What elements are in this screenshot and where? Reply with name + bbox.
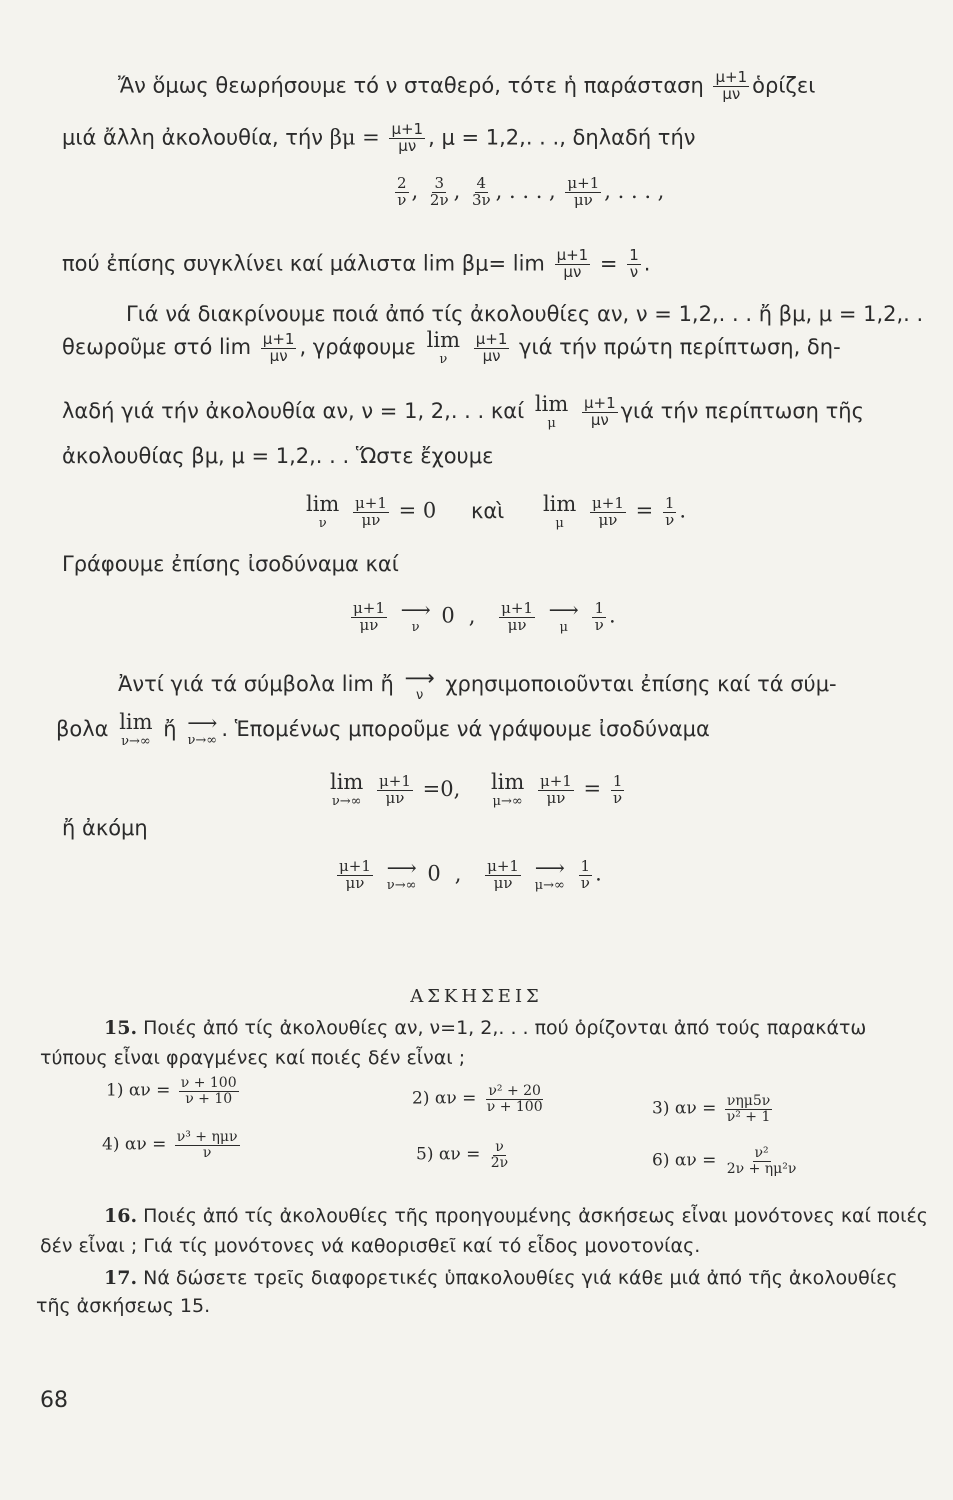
numerator: 3	[434, 174, 445, 192]
exercises-title: ΑΣΚΗΣΕΙΣ	[410, 986, 543, 1007]
numerator: μ+1	[379, 771, 411, 790]
denominator: 2ν	[429, 190, 449, 209]
arrow-icon: ⟶ μ→∞	[534, 856, 565, 893]
dot: .	[679, 498, 687, 523]
zero: 0	[427, 861, 441, 886]
sequence-display	[392, 176, 664, 209]
equation-2	[348, 600, 616, 634]
numerator: ν² + 20	[488, 1083, 541, 1099]
text: Ἀντί γιά τά σύμβολα lim ἤ	[118, 672, 394, 696]
denominator: μν	[590, 410, 609, 429]
fraction	[565, 176, 601, 209]
dot: .	[609, 603, 616, 628]
fraction	[337, 856, 373, 892]
numerator: μ+1	[355, 493, 387, 512]
denominator: 2ν + ημ²ν	[726, 1160, 797, 1177]
text: βολα	[56, 717, 109, 741]
limit-operator	[427, 330, 460, 366]
text: πού ἐπίσης συγκλίνει καί μάλιστα lim βμ= lim	[62, 251, 545, 276]
exercise-17-line1	[104, 1268, 898, 1290]
denominator: μν	[493, 873, 513, 892]
exercise-number: 15.	[104, 1017, 138, 1039]
numerator: νημ5ν	[726, 1093, 771, 1109]
para5-line1	[118, 668, 837, 702]
fraction	[175, 1130, 240, 1160]
fraction	[179, 1076, 239, 1106]
text: Ποιές ἀπό τίς ἀκολουθίες τῆς προηγουμένης ἀσκήσεως εἶναι μονότονες καί ποιές	[143, 1205, 928, 1227]
numerator: μ+1	[487, 856, 519, 875]
limit-operator	[306, 494, 339, 530]
item-label: 1) αν =	[106, 1080, 171, 1101]
item-label: 5) αν =	[416, 1144, 481, 1165]
equals: =	[599, 251, 618, 276]
arrow-subscript: ν→∞	[187, 733, 218, 748]
text: γιά τήν περίπτωση τῆς	[620, 399, 864, 423]
limit-operator	[119, 712, 152, 748]
math-text: βμ =	[329, 125, 380, 150]
text: γιά τήν πρώτη περίπτωση, δη-	[519, 335, 841, 359]
limit-operator	[330, 772, 363, 808]
exercise-16-line2: δέν εἶναι ; Γιά τίς μονότονες νά καθορισθεῖ καί τό εἶδος μονοτονίας.	[40, 1235, 701, 1257]
dots: , . . . ,	[495, 178, 556, 203]
fraction	[474, 329, 510, 365]
denominator: ν² + 1	[726, 1108, 771, 1125]
text: λαδή γιά τήν ἀκολουθία αν, ν = 1, 2,. . . καί	[62, 399, 525, 423]
equation-4	[334, 858, 602, 892]
lim-word: lim	[542, 492, 577, 516]
para4-line: Γράφουμε ἐπίσης ἰσοδύναμα καί	[62, 552, 399, 576]
denominator: μν	[398, 136, 417, 155]
lim-word: lim	[119, 710, 153, 734]
numerator: 1	[629, 246, 639, 264]
dot: .	[595, 861, 602, 886]
exercise-item-4	[102, 1130, 243, 1160]
fraction	[582, 393, 618, 429]
exercise-item-2	[412, 1084, 548, 1114]
denominator: ν	[613, 788, 623, 807]
sep: ,	[411, 178, 419, 203]
text: μιά ἄλλη ἀκολουθία, τήν	[62, 125, 323, 150]
fraction	[627, 248, 641, 281]
denominator: ν + 100	[486, 1098, 543, 1115]
fraction	[590, 493, 626, 529]
lim-subscript: μ	[547, 416, 556, 431]
exercise-17-line2: τῆς ἀσκήσεως 15.	[36, 1295, 211, 1317]
numerator: μ+1	[391, 120, 424, 138]
fraction	[499, 598, 535, 634]
text: , γράφουμε	[299, 335, 416, 359]
fraction	[538, 771, 574, 807]
para2-line	[62, 248, 650, 281]
fraction	[353, 493, 389, 529]
exercise-number: 17.	[104, 1267, 138, 1289]
text: ἤ	[163, 717, 177, 741]
equals: =	[635, 498, 654, 523]
denominator: μν	[598, 510, 618, 529]
exercise-item-1	[106, 1076, 242, 1106]
dot: .	[643, 251, 651, 276]
item-label: 3) αν =	[652, 1098, 717, 1119]
numerator: ν + 100	[180, 1075, 237, 1091]
numerator: 4	[476, 174, 487, 192]
exercise-16-line1	[104, 1206, 928, 1228]
numerator: 1	[594, 598, 605, 617]
numerator: μ+1	[539, 771, 572, 790]
exercise-15-line2: τύπους εἶναι φραγμένες καί ποιές δέν εἶναι ;	[40, 1047, 466, 1069]
text: ὁρίζει	[752, 73, 816, 98]
numerator: μ+1	[567, 174, 600, 192]
fraction	[592, 598, 606, 634]
denominator: ν	[202, 1144, 212, 1161]
denominator: μν	[345, 873, 365, 892]
numerator: 1	[612, 771, 623, 790]
lim-subscript: μ→∞	[492, 794, 523, 809]
numerator: μ+1	[592, 493, 624, 512]
comma: ,	[454, 861, 462, 886]
denominator: 3ν	[471, 190, 491, 209]
numerator: μ+1	[262, 329, 295, 348]
page-number: 68	[40, 1388, 68, 1413]
item-label: 2) αν =	[412, 1088, 477, 1109]
fraction	[663, 493, 677, 529]
numerator: 1	[580, 856, 591, 875]
fraction	[470, 176, 493, 209]
text: , μ = 1,2,. . ., δηλαδή τήν	[428, 125, 696, 150]
fraction	[395, 176, 409, 209]
text: χρησιμοποιοῦνται ἐπίσης καί τά σύμ-	[445, 672, 837, 696]
arrow-subscript: ν	[411, 620, 420, 635]
dots: , . . . ,	[604, 178, 665, 203]
numerator: μ+1	[339, 856, 371, 875]
exercise-item-5	[416, 1140, 513, 1170]
denominator: ν	[629, 262, 639, 281]
denominator: μν	[361, 510, 381, 529]
lim-word: lim	[306, 492, 340, 516]
fraction	[579, 856, 593, 892]
text: Νά δώσετε τρεῖς διαφορετικές ὑπακολουθίες γιά κάθε μιά ἀπό τῆς ἀκολουθίες	[143, 1267, 898, 1289]
comma: ,	[468, 603, 476, 628]
arrow-icon: ⟶ ν	[404, 666, 435, 703]
denominator: μν	[573, 190, 593, 209]
para1-line1	[118, 70, 815, 103]
denominator: ν + 10	[185, 1090, 233, 1107]
text: . Ἑπομένως μποροῦμε νά γράψουμε ἰσοδύναμα	[221, 717, 710, 741]
limit-operator	[491, 772, 524, 808]
limit-operator	[543, 494, 576, 530]
para3-line1: Γιά νά διακρίνουμε ποιά ἀπό τίς ἀκολουθίες αν, ν = 1,2,. . . ἤ βμ, μ = 1,2,. .	[126, 302, 924, 326]
fraction	[555, 248, 591, 281]
item-label: 4) αν =	[102, 1134, 167, 1155]
lim-word: lim	[426, 328, 461, 352]
and-word: καὶ	[470, 498, 505, 523]
denominator: μν	[546, 788, 566, 807]
denominator: μν	[507, 615, 527, 634]
numerator: 2	[397, 174, 407, 192]
para3-line4: ἀκολουθίας βμ, μ = 1,2,. . . Ὥστε ἔχουμε	[62, 444, 494, 468]
numerator: ν³ + ημν	[176, 1129, 238, 1145]
lim-subscript: ν	[439, 352, 448, 367]
lim-subscript: μ	[555, 516, 564, 531]
numerator: ν²	[754, 1145, 769, 1161]
fraction	[725, 1094, 773, 1124]
numerator: μ+1	[583, 393, 616, 412]
text: Ποιές ἀπό τίς ἀκολουθίες αν, ν=1, 2,. . . πού ὁρίζονται ἀπό τούς παρακάτω	[143, 1017, 867, 1039]
fraction	[261, 329, 297, 365]
exercise-15-line1	[104, 1018, 866, 1040]
equation-1	[302, 494, 686, 530]
fraction	[713, 70, 749, 103]
sep: ,	[453, 178, 461, 203]
arrow-subscript: μ→∞	[534, 878, 565, 893]
lim-word: lim	[490, 770, 525, 794]
denominator: μν	[269, 346, 288, 365]
denominator: ν	[580, 873, 590, 892]
equation-3	[326, 772, 627, 808]
para6-line: ἤ ἀκόμη	[62, 816, 148, 840]
para5-line2	[56, 712, 710, 748]
numerator: μ+1	[501, 598, 533, 617]
lim-subscript: ν→∞	[121, 734, 151, 749]
item-label: 6) αν =	[652, 1150, 717, 1171]
denominator: μν	[563, 262, 582, 281]
lim-word: lim	[534, 392, 569, 416]
fraction	[485, 1084, 545, 1114]
fraction	[489, 1140, 510, 1170]
text: θεωροῦμε στό lim	[62, 335, 252, 359]
arrow-icon: ⟶ ν→∞	[386, 856, 417, 893]
numerator: 1	[664, 493, 675, 512]
denominator: ν	[397, 190, 407, 209]
fraction	[485, 856, 521, 892]
arrow-icon: ⟶ ν→∞	[187, 711, 218, 748]
arrow-icon: ⟶ ν	[400, 598, 431, 635]
text: Ἄν ὅμως θεωρήσουμε τό ν σταθερό, τότε ἡ παράσταση	[118, 73, 704, 98]
denominator: μν	[359, 615, 379, 634]
para3-line2	[62, 330, 841, 366]
fraction	[377, 771, 413, 807]
denominator: μν	[722, 84, 741, 103]
exercise-item-6	[652, 1146, 801, 1176]
lim-subscript: ν→∞	[331, 794, 362, 809]
lim-word: lim	[330, 770, 364, 794]
equals: =	[583, 776, 602, 801]
fraction	[428, 176, 451, 209]
arrow-icon: ⟶ μ	[548, 598, 579, 635]
equals-zero: = 0	[398, 498, 437, 523]
numerator: μ+1	[475, 329, 508, 348]
arrow-subscript: ν→∞	[386, 878, 417, 893]
numerator: μ+1	[556, 246, 589, 264]
fraction	[725, 1146, 799, 1176]
exercise-number: 16.	[104, 1205, 138, 1227]
fraction	[611, 771, 625, 807]
denominator: μν	[385, 788, 405, 807]
numerator: μ+1	[353, 598, 385, 617]
denominator: μν	[482, 346, 501, 365]
numerator: ν	[495, 1139, 504, 1155]
para3-line3	[62, 394, 864, 430]
limit-operator	[535, 394, 568, 430]
numerator: μ+1	[715, 68, 748, 86]
equals-zero: =0,	[422, 776, 461, 801]
zero: 0	[441, 603, 455, 628]
denominator: ν	[665, 510, 675, 529]
exercise-item-3	[652, 1094, 775, 1124]
fraction	[351, 598, 387, 634]
para1-line2	[62, 122, 696, 155]
arrow-subscript: μ	[559, 620, 568, 635]
arrow-subscript: ν	[415, 688, 424, 703]
fraction	[389, 122, 425, 155]
lim-subscript: ν	[318, 516, 327, 531]
denominator: 2ν	[490, 1154, 509, 1171]
denominator: ν	[594, 615, 604, 634]
